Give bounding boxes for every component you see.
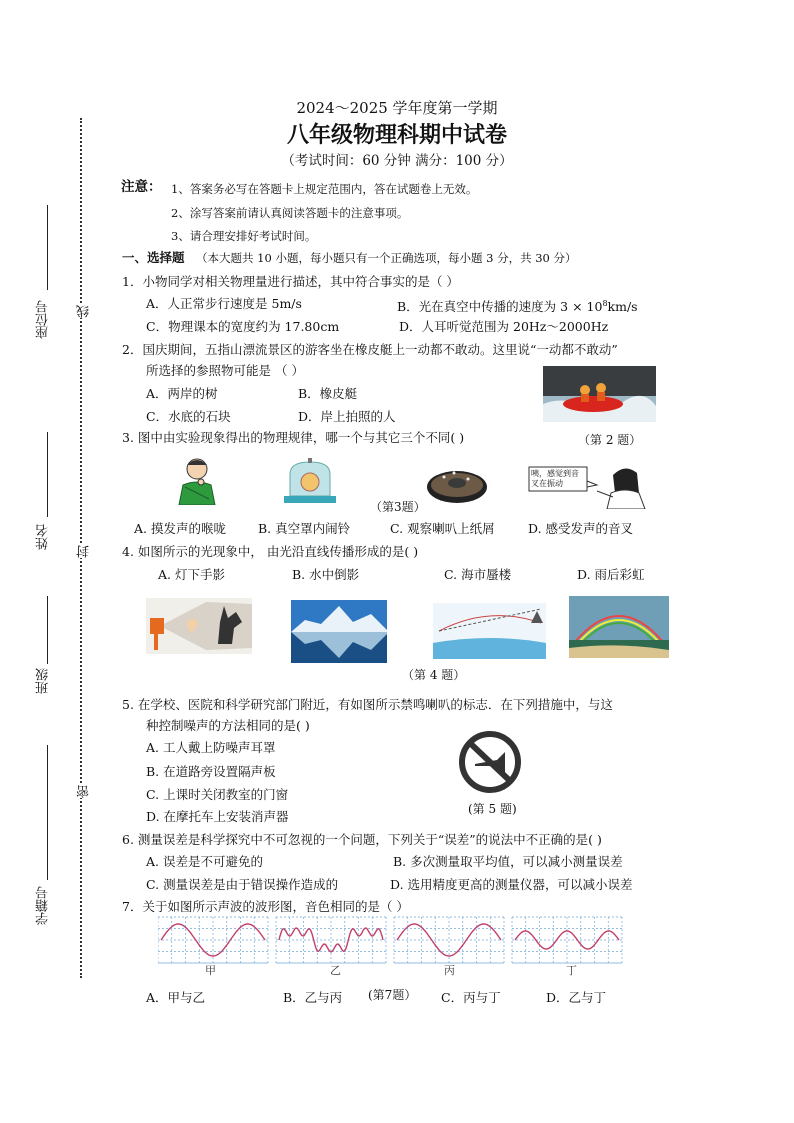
student-id-label: 学籍号	[36, 886, 51, 925]
speaker-figure	[424, 461, 490, 507]
exam-info: （考试时间：60 分钟 满分：100 分）	[281, 153, 513, 169]
wave-label-yi: 乙	[330, 964, 341, 977]
q2-caption: （第 2 题）	[578, 433, 642, 447]
rafting-photo	[543, 366, 656, 422]
section-desc: （本大题共 10 小题，每小题只有一个正确选项，每小题 3 分，共 30 分）	[196, 251, 577, 265]
q5-stem-line2: 种控制噪声的方法相同的是( )	[146, 718, 310, 733]
q3-stem: 3. 图中由实验现象得出的物理规律，哪一个与其它三个不同( )	[122, 430, 465, 445]
q2-option-c: C．水底的石块	[146, 409, 231, 424]
name-blank	[47, 432, 48, 517]
waveform-line	[397, 924, 501, 956]
q2-option-a: A．两岸的树	[146, 386, 218, 401]
throat-figure	[167, 455, 227, 505]
q5-option-a: A. 工人戴上防噪声耳罩	[146, 740, 276, 755]
year-line: 2024～2025 学年度第一学期	[296, 99, 498, 117]
wave-label-bing: 丙	[444, 964, 455, 977]
wave-label-ding: 丁	[566, 964, 577, 977]
hand-shadow-photo	[146, 598, 252, 654]
section-title: 一、选择题	[122, 250, 185, 265]
note-item: 2、涂写答案前请认真阅读答题卡的注意事项。	[171, 206, 409, 220]
q1-option-d: D．人耳听觉范围为 20Hz～2000Hz	[399, 319, 609, 334]
q3-option-c: C. 观察喇叭上纸屑	[390, 521, 495, 536]
q7-option-b: B．乙与丙	[283, 990, 343, 1005]
wave-label-jia: 甲	[205, 964, 216, 977]
q5-option-b: B. 在道路旁设置隔声板	[146, 764, 276, 779]
seat-label: 座位号	[36, 300, 51, 339]
student-id-blank	[47, 745, 48, 880]
q4-caption: （第 4 题）	[402, 668, 466, 682]
waveform-svg	[158, 915, 628, 977]
q7-option-c: C．丙与丁	[441, 990, 501, 1005]
q6-stem: 6. 测量误差是科学探究中不可忽视的一个问题，下列关于“误差”的说法中不正确的是( )	[122, 832, 602, 847]
class-label: 班级	[36, 668, 51, 694]
q2-option-b: B．橡皮艇	[298, 386, 358, 401]
q7-stem: 7．关于如图所示声波的波形图，音色相同的是（ ）	[122, 899, 409, 914]
q4-option-b: B. 水中倒影	[292, 567, 360, 582]
q4-option-d: D. 雨后彩虹	[577, 567, 645, 582]
q5-stem-line1: 5. 在学校、医院和科学研究部门附近，有如图所示禁鸣喇叭的标志．在下列措施中，与这	[122, 697, 613, 712]
note-item: 1、答案务必写在答题卡上规定范围内，答在试题卷上无效。	[171, 182, 478, 196]
q1-option-b: B．光在真空中传播的速度为 $3 \times 10^8km/s$	[397, 299, 638, 315]
no-honking-sign	[457, 730, 523, 794]
notes-label: 注意：	[121, 179, 162, 195]
q5-option-c: C. 上课时关闭教室的门窗	[146, 787, 289, 802]
waveform-line	[161, 924, 265, 956]
q4-stem: 4. 如图所示的光现象中， 由光沿直线传播形成的是( )	[122, 544, 419, 559]
name-label: 姓名	[36, 524, 51, 550]
q5-caption: (第 5 题)	[468, 802, 517, 816]
q4-option-c: C. 海市蜃楼	[444, 567, 512, 582]
q7-option-d: D．乙与丁	[546, 990, 607, 1005]
q2-stem-line1: 2．国庆期间，五指山漂流景区的游客坐在橡皮艇上一动都不敢动。这里说“一动都不敢动”	[122, 342, 618, 357]
line-mark: 线	[77, 305, 92, 318]
seat-blank	[47, 205, 48, 290]
q2-option-d: D．岸上拍照的人	[298, 409, 396, 424]
q3-option-d: D. 感受发声的音叉	[528, 521, 634, 536]
page-title: 八年级物理科期中试卷	[286, 122, 507, 148]
seal-mark: 封	[77, 545, 92, 558]
q4-option-a: A. 灯下手影	[158, 567, 225, 582]
q5-option-d: D. 在摩托车上安装消声器	[146, 809, 289, 824]
q3-option-b: B. 真空罩内闹铃	[258, 521, 351, 536]
q6-option-b: B. 多次测量取平均值，可以减小测量误差	[393, 854, 623, 869]
q7-option-a: A．甲与乙	[146, 990, 206, 1005]
bell-jar-figure	[280, 458, 340, 506]
q1-option-a: A．人正常步行速度是 5m/s	[146, 296, 302, 311]
q1-option-c: C．物理课本的宽度约为 17.80cm	[146, 319, 340, 334]
tuning-fork-figure	[527, 463, 652, 509]
note-item: 3、请合理安排好考试时间。	[171, 229, 317, 243]
q6-option-d: D. 选用精度更高的测量仪器，可以减小误差	[390, 877, 633, 892]
q3-option-a: A. 摸发声的喉咙	[134, 521, 226, 536]
waveform-line	[279, 928, 383, 952]
waveform-figure	[158, 915, 628, 977]
q1-stem: 1．小物同学对相关物理量进行描述，其中符合事实的是（ ）	[122, 274, 459, 289]
class-blank	[47, 596, 48, 664]
q7-caption: (第7题）	[368, 988, 417, 1002]
secret-mark: 密	[77, 785, 92, 798]
q6-option-c: C. 测量误差是由于错误操作造成的	[146, 877, 339, 892]
q3-caption: （第3题）	[370, 500, 426, 514]
rainbow-photo	[569, 596, 669, 658]
q2-stem-line2: 所选择的参照物可能是 （ ）	[146, 363, 304, 378]
mirage-diagram	[433, 603, 546, 659]
q6-option-a: A. 误差是不可避免的	[146, 854, 263, 869]
bubble-text: 咦，感觉到音叉在振动	[531, 469, 579, 488]
iceberg-reflection-photo	[291, 600, 387, 663]
